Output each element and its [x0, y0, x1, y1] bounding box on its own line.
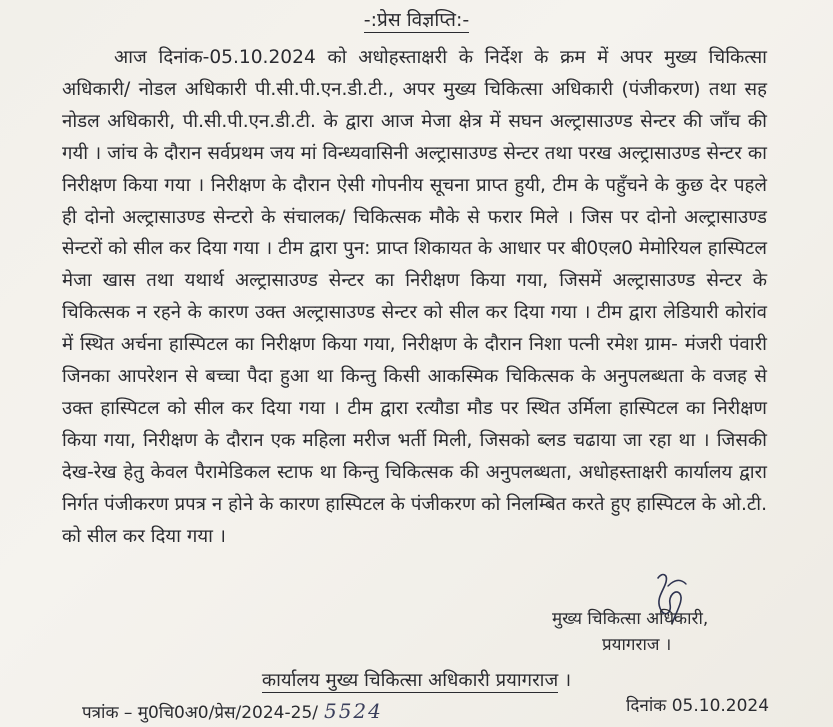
reference-line [82, 699, 383, 725]
document-title-text: -:प्रेस विज्ञप्ति:- [363, 9, 470, 31]
document-body: आज दिनांक-05.10.2024 को अधोहस्ताक्षरी के निर्देश के क्रम में अपर मुख्य चिकित्सा अधिकारी/ नोडल अधिकारी पी.सी.पी.एन.डी.टी., अपर मुख्य चिकित्सा अधिकारी (पंजीकरण) तथा सह नोडल अधिकारी, पी.सी.पी.एन.डी.टी. के द्वारा आज मेजा क्षेत्र में सघन अल्ट्रासाउण्ड सेन्टर की जाँच की गयी । जांच के दौरान सर्वप्रथम जय मां विन्ध्यवासिनी अल्ट्रासाउण्ड सेन्टर तथा परख अल्ट्रासाउण्ड सेन्टर का निरीक्षण किया गया । निरीक्षण के दौरान ऐसी गोपनीय सूचना प्राप्त हुयी, टीम के पहुँचने के कुछ देर पहले ही दोनो अल्ट्रासाउण्ड सेन्टरो के संचालक/ चिकित्सक मौके से फरार मिले । जिस पर दोनो अल्ट्रासाउण्ड सेन्टरों को सील कर दिया गया । टीम द्वारा पुन: प्राप्त शिकायत के आधार पर बी0एल0 मेमोरियल हास्पिटल मेजा खास तथा यथार्थ अल्ट्रासाउण्ड सेन्टर का निरीक्षण किया गया, जिसमें अल्ट्रासाउण्ड सेन्टर के चिकित्सक न रहने के कारण उक्त अल्ट्रासाउण्ड सेन्टर को सील कर दिया गया । टीम द्वारा लेडियारी कोरांव में स्थित अर्चना हास्पिटल का निरीक्षण किया गया, निरीक्षण के दौरान निशा पत्नी रमेश ग्राम- मंजरी पंवारी जिनका आपरेशन से बच्चा पैदा हुआ था किन्तु किसी आकस्मिक चिकित्सक के अनुपलब्धता के वजह से उक्त हास्पिटल को सील कर दिया गया । टीम द्वारा रत्यौडा मौड पर स्थित उर्मिला हास्पिटल का निरीक्षण किया गया, निरीक्षण के दौरान एक महिला मरीज भर्ती मिली, जिसको ब्लड चढाया जा रहा था । जिसकी देख-रेख हेतु केवल पैरामेडिकल स्टाफ था किन्तु चिकित्सक की अनुपलब्धता, अधोहस्ताक्षरी कार्यालय द्वारा निर्गत पंजीकरण प्रपत्र न होने के कारण हास्पिटल के पंजीकरण को निलम्बित करते हुए हास्पिटल के ओ.टी. को सील कर दिया गया । [62, 47, 767, 547]
office-name: कार्यालय मुख्य चिकित्सा अधिकारी प्रयागराज [261, 670, 559, 691]
office-heading [0, 669, 833, 693]
signature-block [552, 606, 708, 658]
signatory-place: प्रयागराज । [602, 635, 672, 655]
reference-prefix: पत्रांक – मु0चि0अ0/प्रेस/2024-25/ [82, 703, 318, 723]
document-date: दिनांक 05.10.2024 [626, 696, 770, 716]
reference-number: 5524 [323, 699, 383, 723]
signatory-title: मुख्य चिकित्सा अधिकारी, [552, 609, 709, 629]
office-suffix: । [558, 670, 572, 691]
document-title [0, 8, 833, 32]
